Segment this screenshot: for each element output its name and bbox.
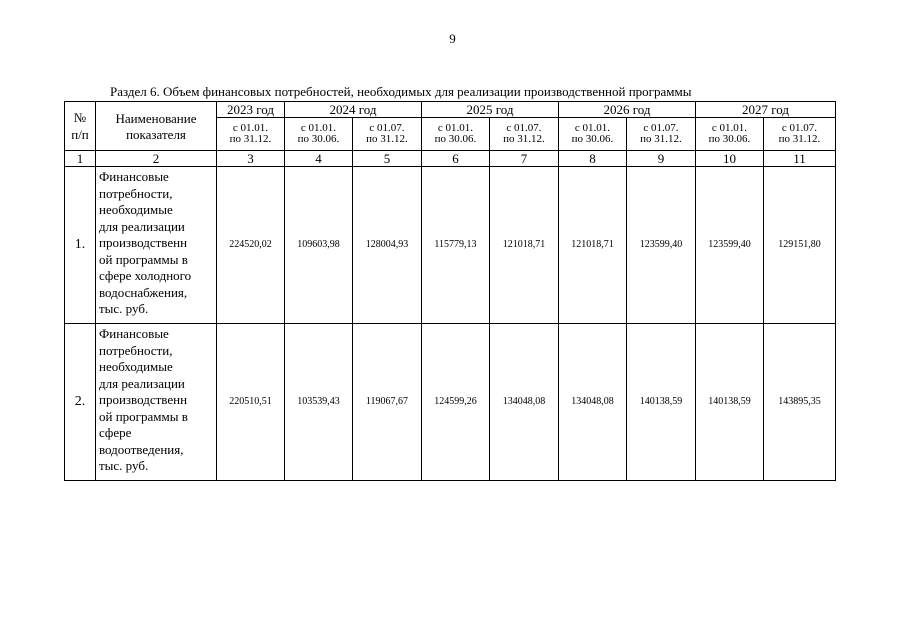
row-value: 109603,98 [285,167,353,324]
table-row [65,167,836,324]
column-number: 3 [217,151,285,167]
header-year: 2024 год [285,102,422,118]
row-value: 220510,51 [217,324,285,481]
header-period: с 01.07. по 31.12. [764,118,836,151]
header-period: с 01.07. по 31.12. [353,118,422,151]
column-number: 2 [96,151,217,167]
row-value: 224520,02 [217,167,285,324]
row-value: 121018,71 [559,167,627,324]
column-number: 6 [422,151,490,167]
header-period: с 01.07. по 31.12. [490,118,559,151]
header-period: с 01.07. по 31.12. [627,118,696,151]
header-year-row [65,102,836,118]
header-year: 2023 год [217,102,285,118]
row-value: 121018,71 [490,167,559,324]
column-number: 5 [353,151,422,167]
column-number: 1 [65,151,96,167]
row-name: Финансовые потребности, необходимые для реализации производственн ой программы в сфере водоотведения, тыс. руб. [96,324,217,481]
header-period: с 01.01. по 30.06. [559,118,627,151]
row-value: 123599,40 [696,167,764,324]
row-value: 103539,43 [285,324,353,481]
row-name: Финансовые потребности, необходимые для реализации производственн ой программы в сфере холодного водоснабжения, тыс. руб. [96,167,217,324]
row-value: 134048,08 [490,324,559,481]
section-title: Раздел 6. Объем финансовых потребностей, необходимых для реализации производственной программы [110,84,692,99]
row-index: 2. [65,324,96,481]
row-value: 119067,67 [353,324,422,481]
row-value: 143895,35 [764,324,836,481]
row-value: 115779,13 [422,167,490,324]
header-period: с 01.01. по 31.12. [217,118,285,151]
page-number: 9 [449,31,456,46]
header-period: с 01.01. по 30.06. [696,118,764,151]
row-value: 140138,59 [627,324,696,481]
column-number: 4 [285,151,353,167]
header-name [96,102,217,151]
header-period: с 01.01. по 30.06. [422,118,490,151]
table-row [65,324,836,481]
header-year: 2026 год [559,102,696,118]
header-year: 2027 год [696,102,836,118]
row-value: 123599,40 [627,167,696,324]
column-number: 10 [696,151,764,167]
header-no-line: п/п [71,127,89,142]
row-value: 140138,59 [696,324,764,481]
header-no-line: № [73,110,87,125]
row-value: 134048,08 [559,324,627,481]
header-name-line: Наименование [115,110,197,126]
column-number: 8 [559,151,627,167]
header-year: 2025 год [422,102,559,118]
financial-needs-table [64,101,836,481]
column-number-row [65,151,836,167]
row-index: 1. [65,167,96,324]
column-number: 11 [764,151,836,167]
row-value: 129151,80 [764,167,836,324]
header-name-line: показателя [126,126,186,142]
row-value: 124599,26 [422,324,490,481]
column-number: 7 [490,151,559,167]
header-period: с 01.01. по 30.06. [285,118,353,151]
column-number: 9 [627,151,696,167]
header-no [65,102,96,151]
row-value: 128004,93 [353,167,422,324]
